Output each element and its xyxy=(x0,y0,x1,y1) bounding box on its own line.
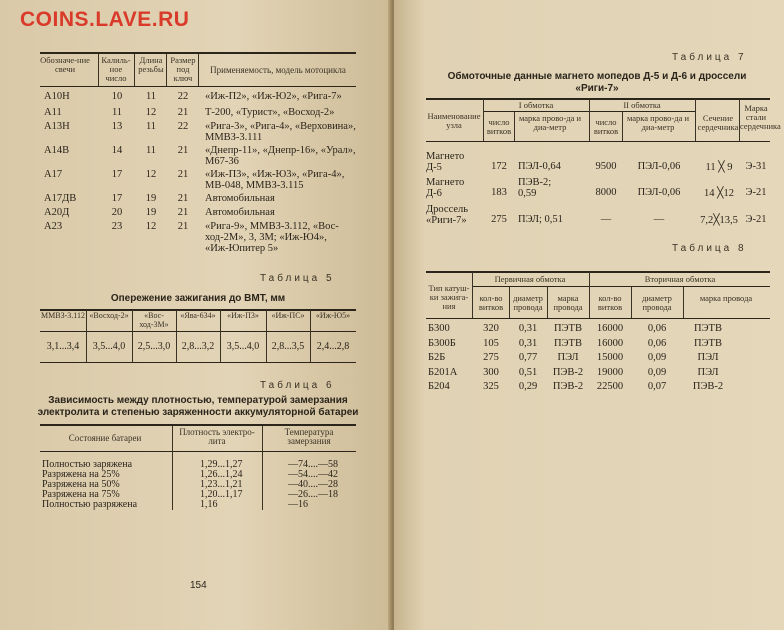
turns-secondary: 9500 xyxy=(595,161,617,172)
col-header: марка прово-да и диа-метр xyxy=(626,113,690,132)
core-steel: Э-21 xyxy=(745,214,767,225)
divider xyxy=(172,426,173,510)
group-header: II обмотка xyxy=(623,100,661,110)
turns-secondary: 15000 xyxy=(596,352,624,363)
wire-grade-secondary: ПЭТВ xyxy=(694,337,722,349)
spark-plug-code: А20Д xyxy=(44,207,70,218)
divider xyxy=(98,54,99,86)
unit-name: Магнето xyxy=(426,151,465,162)
core-section: 14 ╳12 xyxy=(704,188,734,199)
wire-diameter-primary: 0,29 xyxy=(518,381,538,392)
col-header: «Вос-ход-3М» xyxy=(139,311,169,329)
heat-number: 14 xyxy=(111,145,123,156)
advance-value: 3,5...4,0 xyxy=(226,341,260,352)
col-header: диаметр провода xyxy=(642,293,672,312)
rule xyxy=(426,271,770,273)
wrench-size: 21 xyxy=(177,145,189,156)
wire-grade-primary: ПЭТВ xyxy=(554,323,582,334)
unit-name: Магнето xyxy=(426,177,465,188)
core-section: 7,2╳13,5 xyxy=(700,215,738,226)
rule xyxy=(484,111,696,112)
divider xyxy=(695,99,696,141)
core-steel: Э-21 xyxy=(745,187,767,198)
turns-primary: 300 xyxy=(483,366,499,378)
heat-number: 23 xyxy=(111,221,123,232)
col-header: число витков xyxy=(593,117,619,136)
applicability-text: ММВЗ-3.111 xyxy=(205,132,263,143)
table-title: Опережение зажигания до ВМТ, мм xyxy=(110,293,286,304)
divider xyxy=(589,99,590,141)
wire-secondary: — xyxy=(653,214,665,225)
electrolyte-density: 1,23...1,21 xyxy=(200,479,243,490)
wire-primary: 0,59 xyxy=(518,188,537,199)
wire-diameter-primary: 0,77 xyxy=(518,352,538,363)
advance-value: 2,5...3,0 xyxy=(137,341,171,352)
advance-value: 3,1...3,4 xyxy=(46,341,80,352)
divider xyxy=(547,287,548,318)
col-header: Калиль-ное число xyxy=(101,55,131,83)
wrench-size: 21 xyxy=(177,107,189,118)
turns-secondary: 8000 xyxy=(595,187,617,198)
col-header: Сечение сердечника xyxy=(697,113,739,132)
spark-plug-code: А23 xyxy=(44,221,63,232)
col-header: Тип катуш-ки зажига-ния xyxy=(428,283,470,311)
col-header: марка прово-да и диа-метр xyxy=(518,113,582,132)
core-steel: Э-31 xyxy=(745,161,767,172)
applicability-text: «Рига-3», «Рига-4», «Верховина», xyxy=(205,121,356,132)
spark-plug-code: А17ДВ xyxy=(44,193,77,204)
turns-primary: 325 xyxy=(483,381,499,392)
wire-grade-secondary: ПЭТВ xyxy=(694,323,722,334)
applicability-text: «Днепр-11», «Днепр-16», «Урал», xyxy=(205,145,356,156)
divider xyxy=(176,310,177,362)
heat-number: 11 xyxy=(111,107,123,118)
rule xyxy=(426,98,770,100)
thread-length: 12 xyxy=(145,169,157,180)
coil-type: Б201А xyxy=(428,366,458,378)
page-number: 154 xyxy=(190,580,207,591)
col-header: диаметр провода xyxy=(513,293,543,312)
thread-length: 11 xyxy=(145,145,157,156)
turns-primary: 105 xyxy=(483,337,499,349)
thread-length: 11 xyxy=(145,121,157,132)
thread-length: 19 xyxy=(145,207,157,218)
battery-state: Разряжена на 75% xyxy=(42,489,120,500)
table-title-line: Зависимость между плотностью, температурой замерзания xyxy=(48,395,348,406)
wire-grade-primary: ПЭВ-2 xyxy=(552,366,584,378)
wrench-size: 21 xyxy=(177,169,189,180)
table-caption: Таблица 8 xyxy=(672,243,747,254)
group-header: I обмотка xyxy=(518,100,554,110)
unit-name: Д-6 xyxy=(426,188,442,199)
wire-primary: ПЭВ-2; xyxy=(518,177,552,188)
col-header: Температура замерзания xyxy=(284,427,334,446)
coil-type: Б204 xyxy=(428,381,450,392)
divider xyxy=(166,54,167,86)
group-header: Первичная обмотка xyxy=(494,274,566,284)
freezing-temperature: —26....—18 xyxy=(288,489,338,500)
col-header: «Иж-П3» xyxy=(227,311,259,320)
wrench-size: 21 xyxy=(177,207,189,218)
applicability-text: М67-36 xyxy=(205,156,239,167)
group-header: Вторичная обмотка xyxy=(644,274,716,284)
divider xyxy=(132,310,133,362)
turns-secondary: 16000 xyxy=(596,323,624,334)
wire-grade-primary: ПЭВ-2 xyxy=(552,381,584,392)
divider xyxy=(198,54,199,86)
freezing-temperature: —74....—58 xyxy=(288,459,338,470)
rule xyxy=(40,424,356,426)
wire-primary: ПЭЛ-0,64 xyxy=(518,161,561,172)
wire-grade-secondary: ПЭВ-2 xyxy=(692,381,724,392)
wire-grade-primary: ПЭЛ xyxy=(557,352,579,363)
turns-primary: 275 xyxy=(483,352,499,363)
heat-number: 17 xyxy=(111,193,123,204)
coil-type: Б2Б xyxy=(428,352,446,363)
spark-plug-code: А10Н xyxy=(44,91,70,102)
divider xyxy=(472,272,473,318)
spark-plug-code: А13Н xyxy=(44,121,70,132)
divider xyxy=(310,310,311,362)
divider xyxy=(739,99,740,141)
col-header: «Иж-ПС» xyxy=(271,311,305,320)
wire-primary: ПЭЛ; 0,51 xyxy=(518,214,563,225)
rule xyxy=(472,286,770,287)
applicability-text: «Иж-П2», «Иж-Ю2», «Рига-7» xyxy=(205,91,342,102)
divider xyxy=(509,287,510,318)
turns-secondary: 16000 xyxy=(596,337,624,349)
table-caption: Таблица 7 xyxy=(672,52,747,63)
unit-name: Дроссель xyxy=(426,204,469,215)
divider xyxy=(220,310,221,362)
electrolyte-density: 1,16 xyxy=(200,499,218,510)
col-header: Марка стали сердечника xyxy=(740,103,781,131)
col-header: Обозначе-ние свечи xyxy=(40,55,90,74)
core-section: 11 ╳ 9 xyxy=(705,162,733,173)
freezing-temperature: —16 xyxy=(288,499,308,510)
rule xyxy=(40,86,356,87)
coil-type: Б300Б xyxy=(428,337,456,349)
thread-length: 12 xyxy=(145,221,157,232)
rule xyxy=(40,451,356,452)
col-header: кол-во витков xyxy=(478,293,504,312)
watermark: COINS.LAVE.RU xyxy=(20,8,190,31)
col-header: число витков xyxy=(486,117,512,136)
heat-number: 20 xyxy=(111,207,123,218)
rule xyxy=(40,331,356,332)
wire-grade-secondary: ПЭЛ xyxy=(697,366,719,378)
wrench-size: 21 xyxy=(177,193,189,204)
wire-grade-primary: ПЭТВ xyxy=(554,337,582,349)
freezing-temperature: —54....—42 xyxy=(288,469,338,480)
wrench-size: 21 xyxy=(177,221,189,232)
battery-state: Разряжена на 25% xyxy=(42,469,120,480)
heat-number: 10 xyxy=(111,91,123,102)
table-caption: Таблица 6 xyxy=(260,380,335,391)
col-header: Длина резьбы xyxy=(138,55,164,74)
advance-value: 3,5...4,0 xyxy=(92,341,126,352)
divider xyxy=(483,99,484,141)
col-header: Применяемость, модель мотоцикла xyxy=(210,65,346,75)
divider xyxy=(134,54,135,86)
advance-value: 2,8...3,5 xyxy=(271,341,305,352)
applicability-text: «Иж-Юпитер 5» xyxy=(205,243,279,254)
wire-grade-secondary: ПЭЛ xyxy=(697,352,719,363)
advance-value: 2,4...2,8 xyxy=(316,341,350,352)
wire-diameter-primary: 0,31 xyxy=(518,323,538,334)
col-header: марка провода xyxy=(699,293,753,303)
battery-state: Разряжена на 50% xyxy=(42,479,120,490)
applicability-text: Автомобильная xyxy=(205,207,275,218)
turns-primary: 275 xyxy=(491,214,507,225)
electrolyte-density: 1,29...1,27 xyxy=(200,459,243,470)
battery-state: Полностью разряжена xyxy=(42,499,138,510)
turns-secondary: 22500 xyxy=(596,381,624,392)
rule xyxy=(426,318,770,319)
divider xyxy=(622,112,623,141)
advance-value: 2,8...3,2 xyxy=(181,341,215,352)
table-title-line: «Риги-7» xyxy=(575,83,619,94)
wire-secondary: ПЭЛ-0,06 xyxy=(637,161,681,172)
divider xyxy=(631,287,632,318)
thread-length: 19 xyxy=(145,193,157,204)
col-header: «Восход-2» xyxy=(89,311,129,320)
col-header: «Иж-Ю5» xyxy=(315,311,351,320)
wire-diameter-secondary: 0,09 xyxy=(647,352,667,363)
wire-diameter-secondary: 0,06 xyxy=(647,323,667,334)
applicability-text: «Иж-П3», «Иж-Ю3», «Рига-4», xyxy=(205,169,345,180)
turns-secondary: — xyxy=(600,214,612,225)
unit-name: «Риги-7» xyxy=(426,215,467,226)
divider xyxy=(589,272,590,318)
applicability-text: «Рига-9», ММВЗ-3.112, «Вос- xyxy=(205,221,339,232)
wire-diameter-secondary: 0,09 xyxy=(647,366,667,378)
thread-length: 12 xyxy=(145,107,157,118)
turns-secondary: 19000 xyxy=(596,366,624,378)
col-header: Плотность электро-лита xyxy=(179,427,255,446)
wire-diameter-secondary: 0,07 xyxy=(647,381,667,392)
spark-plug-code: А14В xyxy=(44,145,70,156)
wrench-size: 22 xyxy=(177,121,189,132)
divider xyxy=(262,426,263,510)
applicability-text: Автомобильная xyxy=(205,193,275,204)
col-header: марка провода xyxy=(553,293,583,312)
divider xyxy=(86,310,87,362)
turns-primary: 320 xyxy=(483,323,499,334)
col-header: Наименование узла xyxy=(427,111,481,130)
spark-plug-code: А17 xyxy=(44,169,63,180)
freezing-temperature: —40....—28 xyxy=(288,479,338,490)
coil-type: Б300 xyxy=(428,323,450,334)
col-header: кол-во витков xyxy=(597,293,623,312)
electrolyte-density: 1,20...1,17 xyxy=(200,489,243,500)
turns-primary: 172 xyxy=(491,161,507,172)
applicability-text: МВ-048, ММВЗ-3.115 xyxy=(205,180,304,191)
thread-length: 11 xyxy=(145,91,157,102)
turns-primary: 183 xyxy=(491,187,507,198)
unit-name: Д-5 xyxy=(426,162,442,173)
rule xyxy=(426,141,770,142)
divider xyxy=(683,287,684,318)
wrench-size: 22 xyxy=(177,91,189,102)
applicability-text: Т-200, «Турист», «Восход-2» xyxy=(205,107,335,118)
spark-plug-code: А11 xyxy=(44,107,62,118)
right-page xyxy=(394,0,784,630)
divider xyxy=(266,310,267,362)
divider xyxy=(514,112,515,141)
table-title-line: электролита и степенью заряженности аккумуляторной батареи xyxy=(37,407,359,418)
applicability-text: ход-2М», 3, 3М; «Иж-Ю4», xyxy=(205,232,327,243)
table-caption: Таблица 5 xyxy=(260,273,335,284)
table-title-line: Обмоточные данные магнето мопедов Д-5 и Д-6 и дроссели xyxy=(447,71,747,82)
col-header: ММВЗ-3.112 xyxy=(41,311,85,320)
rule xyxy=(40,362,356,363)
col-header: «Ява-634» xyxy=(180,311,216,320)
wire-diameter-primary: 0,51 xyxy=(518,366,538,378)
wire-secondary: ПЭЛ-0,06 xyxy=(637,187,681,198)
electrolyte-density: 1,26...1,24 xyxy=(200,469,243,480)
heat-number: 17 xyxy=(111,169,123,180)
col-header: Размер под ключ xyxy=(170,55,196,83)
battery-state: Полностью заряжена xyxy=(42,459,133,470)
wire-diameter-secondary: 0,06 xyxy=(647,337,667,349)
heat-number: 13 xyxy=(111,121,123,132)
col-header: Состояние батареи xyxy=(68,433,142,443)
wire-diameter-primary: 0,31 xyxy=(518,337,538,349)
